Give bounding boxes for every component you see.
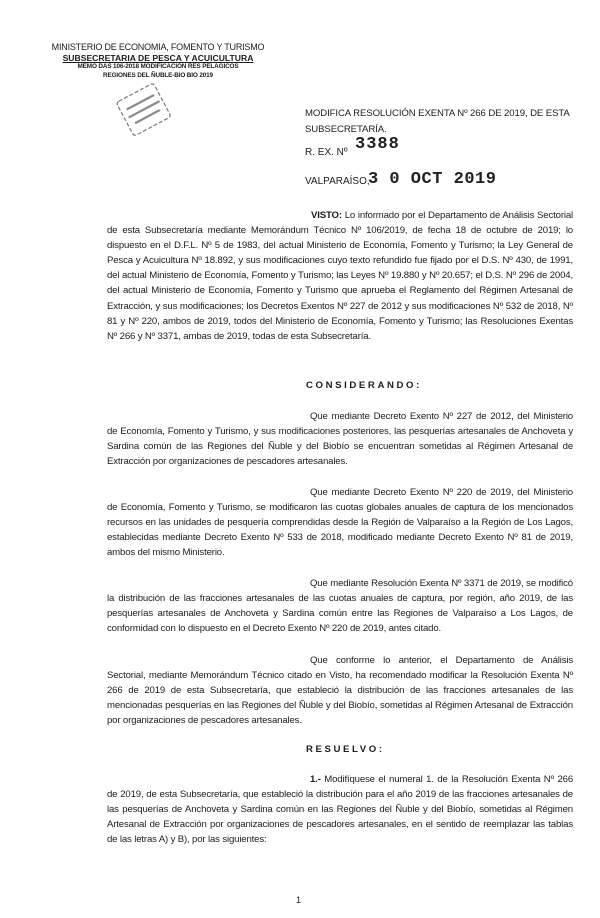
considerando-paragraph-1	[107, 409, 573, 469]
page-number: 1	[296, 895, 302, 905]
ministry-name: MINISTERIO DE ECONOMIA, FOMENTO Y TURISMO	[51, 42, 265, 52]
visto-text: Lo informado por el Departamento de Análisis Sectorial de esta Subsecretaría mediante Memorándum Técnico Nº 106/2019, de fecha 18 de octubre de 2019; lo dispuesto en el D.F.L. Nº 5 de 1983, del actual Ministerio de Economía, Fomento y Turismo; la Ley General de Pesca y Acuicultura Nº 18.892, y sus modificaciones cuyo texto refundido fue fijado por el D.S. Nº 430, de 1991, del actual Ministerio de Economía, Fomento y Turismo; las Leyes Nº 19.880 y Nº 20.657; el D.S. Nº 296 de 2004, del actual Ministerio de Economía, Fomento y Turismo que aprueba el Reglamento del Régimen Artesanal de Extracción, y sus modificaciones; los Decretos Exentos Nº 227 de 2012 y sus modificaciones Nº 532 de 2018, Nº 81 y Nº 220, ambos de 2019, todos del Ministerio de Economía, Fomento y Turismo; las Resoluciones Exentas Nº 266 y Nº 3371, ambas de 2019, todas de esta Subsecretaría.	[107, 210, 574, 342]
resuelvo-text: Modifíquese el numeral 1. de la Resolución Exenta Nº 266 de 2019, de esta Subsecretaría, que estableció la distribución para el año 2019 de las fracciones artesanales de las pesquerías de Anchoveta y Sardina común en las Regiones del Ñuble y del Biobío, sometidas al Régimen Artesanal de Extracción por organizaciones de pescadores artesanales, en el sentido de reemplazar las tablas de las letras A) y B), por las siguientes:	[107, 774, 573, 846]
subsecretaria-name: SUBSECRETARIA DE PESCA Y ACUICULTURA	[62, 52, 254, 63]
ministry-header	[28, 42, 288, 80]
considerando-paragraph-2	[107, 485, 573, 560]
stamp-mark	[111, 75, 180, 144]
considerando-text-3: Que mediante Resolución Exenta Nº 3371 de 2019, se modificó la distribución de las fracciones artesanales de las cuotas anuales de captura, por región, año 2019, de las pesquerías artesanales de Anchoveta y Sardina común entre las Regiones de Valparaíso a Los Lagos, de conformidad con lo dispuesto en el Decreto Exento Nº 220 de 2019, antes citado.	[107, 578, 573, 635]
date-stamp: 3 0 OCT 2019	[368, 170, 497, 189]
resuelvo-item-number: 1.-	[310, 774, 321, 785]
resolution-label: R. EX. Nº	[305, 147, 348, 158]
considerando-text-2: Que mediante Decreto Exento Nº 220 de 2019, del Ministerio de Economía, Fomento y Turismo, se modificaron las cuotas globales anuales de captura de los mencionados recursos en las unidades de pesquería comprendidas desde la Región de Valparaíso a la Región de Los Lagos, establecidas mediante Decreto Exento Nº 533 de 2018, modificado mediante Decreto Exento Nº 81 de 2019, ambos del mismo Ministerio.	[107, 487, 573, 559]
considerando-text-4: Que conforme lo anterior, el Departamento de Análisis Sectorial, mediante Memorándum Técnico citado en Visto, ha recomendado modificar la Resolución Exenta Nº 266 de 2019 de esta Subsecretaría, que estableció la distribución de las fracciones artesanales de las mencionadas pesquerías en las Regiones del Ñuble y del Biobío, sometidas al Régimen Artesanal de Extracción por organizaciones de pescadores artesanales.	[107, 655, 573, 727]
regions-reference: REGIONES DEL ÑUBLE-BIO BIO 2019	[103, 71, 213, 79]
considerando-text-1: Que mediante Decreto Exento Nº 227 de 2012, del Ministerio de Economía, Fomento y Turismo, y sus modificaciones posteriores, las pesquerías artesanales de Anchoveta y Sardina común de las Regiones del Ñuble y del Biobío se encuentran sometidas al Régimen Artesanal de Extracción por organizaciones de pescadores artesanales.	[107, 411, 573, 468]
resolution-number: 3388	[355, 135, 400, 154]
visto-label: VISTO:	[311, 210, 342, 221]
resuelvo-heading: RESUELVO:	[306, 744, 385, 755]
considerando-paragraph-3	[107, 576, 573, 636]
considerando-heading: CONSIDERANDO:	[306, 380, 422, 391]
considerando-paragraph-4	[107, 653, 573, 728]
city: VALPARAÍSO,	[305, 176, 370, 187]
memo-reference: MEMO DAS 106-2018 MODIFICACION RES PELAGICOS	[77, 63, 239, 70]
resuelvo-paragraph-1	[107, 772, 573, 847]
document-title: MODIFICA RESOLUCIÓN EXENTA Nº 266 DE 2019, DE ESTA SUBSECRETARÍA.	[305, 108, 570, 135]
visto-paragraph	[107, 208, 573, 344]
